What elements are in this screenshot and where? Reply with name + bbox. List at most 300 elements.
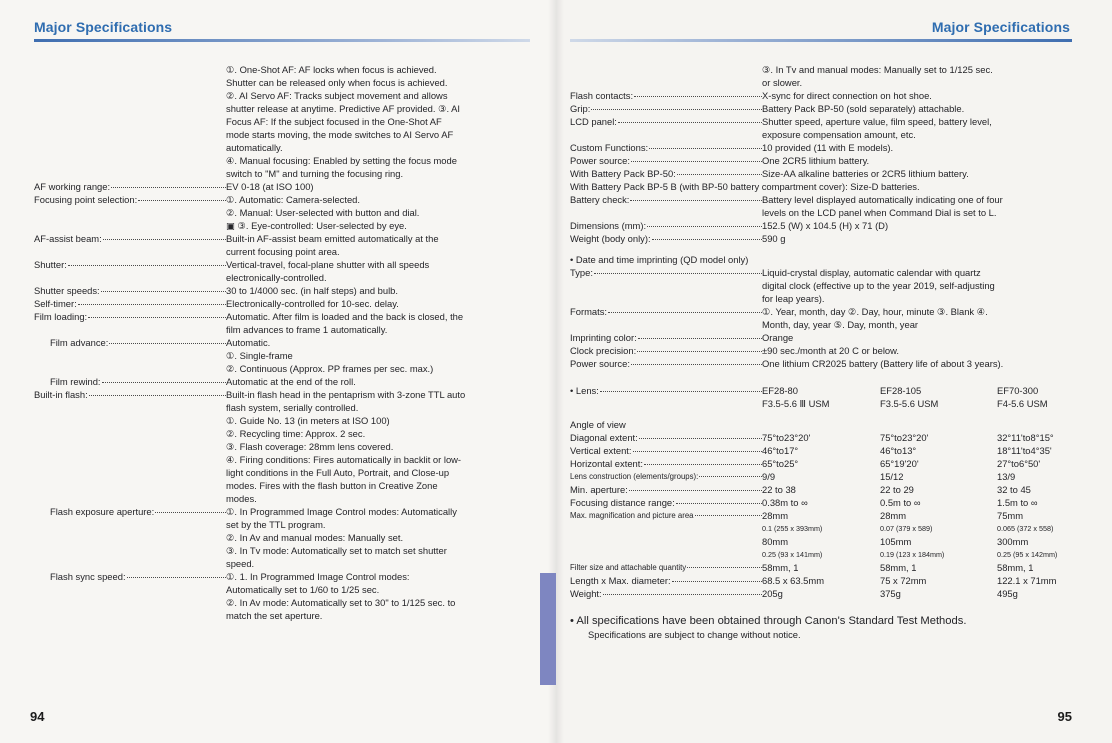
spec-label-text: Weight (body only): <box>570 233 651 244</box>
lens-value-cell <box>762 470 880 483</box>
lens-row-label-text: Focusing distance range: <box>570 497 675 508</box>
spec-row <box>570 344 1072 357</box>
spec-value <box>762 167 1072 180</box>
spec-row <box>34 193 530 232</box>
spec-value <box>226 336 530 375</box>
lens-value-cell <box>880 444 997 457</box>
spec-label <box>570 167 762 180</box>
lens-row-label <box>570 457 762 470</box>
spec-row <box>34 180 530 193</box>
lens-value-cell <box>762 587 880 600</box>
spec-label-text: Type: <box>570 267 593 278</box>
lens-value-line: 300mm <box>997 536 1029 547</box>
lens-row <box>570 496 1072 509</box>
dotted-leader <box>111 187 226 188</box>
lens-row-label-text: Horizontal extent: <box>570 458 643 469</box>
spec-value <box>762 331 1072 344</box>
dotted-leader <box>103 239 226 240</box>
lens-row-label-text: Max. magnification and picture area <box>570 511 694 520</box>
lens-row <box>570 574 1072 587</box>
lens-header-label-text: • Lens: <box>570 385 599 396</box>
lens-value-line: 0.25 (95 x 142mm) <box>997 550 1058 559</box>
lens-spec-table <box>570 384 1072 600</box>
spec-value <box>226 505 530 570</box>
spec-value <box>226 284 530 297</box>
lens-value-cell <box>997 561 1072 574</box>
lens-value-cell <box>997 457 1072 470</box>
dotted-leader <box>637 351 762 352</box>
spec-value <box>762 232 1072 245</box>
spec-row <box>570 89 1072 102</box>
lens-value-cell <box>997 431 1072 444</box>
angle-of-view-heading: Angle of view <box>570 419 626 430</box>
lens-value-line: 495g <box>997 588 1018 599</box>
paragraph-line: mode starts moving, the mode switches to AI Servo AF <box>226 129 454 140</box>
spec-value-line: flash system, serially controlled. <box>226 402 359 413</box>
spec-label-text: AF-assist beam: <box>34 233 102 244</box>
spec-label-text: LCD panel: <box>570 116 617 127</box>
spec-value-line: ①. In Programmed Image Control modes: Automatically <box>226 506 457 517</box>
lens-value-cell <box>997 483 1072 496</box>
thumb-index-tab <box>540 573 556 685</box>
lens-value-cell <box>997 496 1072 509</box>
spec-row <box>570 219 1072 232</box>
dotted-leader <box>629 490 762 491</box>
spec-row <box>570 167 1072 180</box>
spec-value <box>226 388 530 505</box>
lens-model-line: F3.5-5.6 Ⅲ USM <box>762 398 830 409</box>
lens-value-cell <box>880 574 997 587</box>
spec-value <box>762 344 1072 357</box>
spec-row <box>34 375 530 388</box>
spec-row <box>570 154 1072 167</box>
dotted-leader <box>687 567 762 568</box>
paragraph-line: Shutter can be released only when focus is achieved. <box>226 77 448 88</box>
spec-value-line: ②. Manual: User-selected with button and dial. <box>226 207 420 218</box>
lens-value-line: 58mm, 1 <box>762 562 799 573</box>
spec-label-text: Power source: <box>570 358 630 369</box>
right-page <box>556 0 1112 743</box>
spec-label <box>34 284 226 297</box>
spec-label <box>570 357 762 370</box>
lens-value-cell <box>762 483 880 496</box>
dotted-leader <box>155 512 226 513</box>
lens-row <box>570 509 1072 561</box>
spec-label-text: Flash exposure aperture: <box>50 506 155 517</box>
lens-value-cell <box>880 483 997 496</box>
lens-value-line: 65°to25° <box>762 458 799 469</box>
lens-row-label-text: Weight: <box>570 588 602 599</box>
lens-model-cell <box>762 384 880 410</box>
lens-value-line: 15/12 <box>880 471 904 482</box>
spec-value <box>762 89 1072 102</box>
spec-label <box>34 310 226 336</box>
spec-value-line: ①. Single-frame <box>226 350 293 361</box>
lens-value-line: 65°19'20' <box>880 458 919 469</box>
dotted-leader <box>677 174 762 175</box>
lens-value-line: 0.1 (255 x 393mm) <box>762 524 823 533</box>
spec-value-line: Automatic. <box>226 337 271 348</box>
spec-value-line: One lithium CR2025 battery (Battery life of about 3 years). <box>762 358 1004 369</box>
spec-label-text: Film rewind: <box>50 376 101 387</box>
left-top-paragraph-text <box>226 63 530 180</box>
lens-row-label-text: Lens construction (elements/groups): <box>570 472 699 481</box>
right-header-rule <box>570 39 1072 42</box>
spec-label <box>570 266 762 305</box>
spec-label-text: Grip: <box>570 103 591 114</box>
right-top-paragraph <box>570 63 1072 89</box>
lens-value-line: 1.5m to ∞ <box>997 497 1038 508</box>
lens-row <box>570 431 1072 444</box>
lens-value-line: 68.5 x 63.5mm <box>762 575 825 586</box>
spec-label <box>34 258 226 284</box>
lens-value-line: 80mm <box>762 536 789 547</box>
spec-value-line: One 2CR5 lithium battery. <box>762 155 870 166</box>
lens-value-cell <box>762 431 880 444</box>
lens-value-line: 0.07 (379 x 589) <box>880 524 933 533</box>
lens-value-cell <box>762 574 880 587</box>
lens-value-cell <box>880 431 997 444</box>
paragraph-line: ④. Manual focusing: Enabled by setting the focus mode <box>226 155 457 166</box>
spec-value <box>226 232 530 258</box>
spec-value-line: ±90 sec./month at 20 C or below. <box>762 345 899 356</box>
spec-label-text: Clock precision: <box>570 345 637 356</box>
lens-value-line: 9/9 <box>762 471 776 482</box>
spec-value-line: Size-AA alkaline batteries or 2CR5 lithium battery. <box>762 168 969 179</box>
spec-value-line: ①. 1. In Programmed Image Control modes: <box>226 571 410 582</box>
left-page-title: Major Specifications <box>34 19 173 35</box>
spec-value-line: Orange <box>762 332 794 343</box>
left-spec-list <box>34 180 530 622</box>
dotted-leader <box>101 291 226 292</box>
right-top-paragraph-text <box>762 63 1072 89</box>
dotted-leader <box>608 312 762 313</box>
paragraph-line: ①. One-Shot AF: AF locks when focus is achieved. <box>226 64 437 75</box>
lens-value-line: 375g <box>880 588 901 599</box>
dotted-leader <box>603 594 762 595</box>
spec-value <box>226 193 530 232</box>
spec-value-line: speed. <box>226 558 255 569</box>
dotted-leader <box>649 148 762 149</box>
lens-value-cell <box>880 457 997 470</box>
spec-value-line: match the set aperture. <box>226 610 323 621</box>
dotted-leader <box>699 476 762 477</box>
spec-value <box>226 180 530 193</box>
spec-label-text: AF working range: <box>34 181 111 192</box>
footnote-sub: Specifications are subject to change without notice. <box>588 629 801 640</box>
spec-value-line: Automatic at the end of the roll. <box>226 376 356 387</box>
spec-row <box>34 297 530 310</box>
spec-label-text: Dimensions (mm): <box>570 220 647 231</box>
date-imprinting-heading: • Date and time imprinting (QD model only) <box>570 254 749 265</box>
spec-label-text: Film loading: <box>34 311 88 322</box>
spec-value-line: ②. Continuous (Approx. PP frames per sec. max.) <box>226 363 434 374</box>
lens-header-label <box>570 384 762 410</box>
spec-label <box>570 219 762 232</box>
spec-label <box>34 570 226 622</box>
dotted-leader <box>127 577 226 578</box>
spec-label <box>570 305 762 331</box>
left-header-rule <box>34 39 530 42</box>
lens-value-line: 0.065 (372 x 558) <box>997 524 1054 533</box>
dotted-leader <box>695 515 762 516</box>
spec-value-line: modes. Fires with the flash button in Creative Zone <box>226 480 438 491</box>
spec-label-text: Built-in flash: <box>34 389 88 400</box>
spec-value-line: electronically-controlled. <box>226 272 327 283</box>
spec-label <box>34 388 226 505</box>
dotted-leader <box>638 338 762 339</box>
lens-row-label-text: Length x Max. diameter: <box>570 575 671 586</box>
spec-row <box>34 570 530 622</box>
lens-value-line: 46°to17° <box>762 445 799 456</box>
date-spec-list <box>570 266 1072 370</box>
paragraph-line: switch to "M" and turning the focusing ring. <box>226 168 404 179</box>
lens-value-line: 28mm <box>880 510 907 521</box>
lens-row-label <box>570 444 762 457</box>
spec-value-line: levels on the LCD panel when Command Dial is set to L. <box>762 207 997 218</box>
spec-value-line: Vertical-travel, focal-plane shutter with all speeds <box>226 259 430 270</box>
spec-value-line: Battery level displayed automatically indicating one of four <box>762 194 1003 205</box>
lens-value-line: 27°to6°50' <box>997 458 1041 469</box>
spec-value-line: Liquid-crystal display, automatic calendar with quartz <box>762 267 981 278</box>
lens-row <box>570 457 1072 470</box>
lens-row-label-text: Filter size and attachable quantity <box>570 563 687 572</box>
lens-value-line: 58mm, 1 <box>997 562 1034 573</box>
lens-value-line: 32°11'to8°15° <box>997 432 1054 443</box>
lens-value-line: 122.1 x 71mm <box>997 575 1057 586</box>
spec-row <box>34 258 530 284</box>
spec-value-line: 152.5 (W) x 104.5 (H) x 71 (D) <box>762 220 889 231</box>
spec-value-line: ③. In Tv mode: Automatically set to match set shutter <box>226 545 447 556</box>
page-number-right: 95 <box>1057 709 1072 724</box>
lens-row-label <box>570 496 762 509</box>
lens-value-line: 75°to23°20' <box>762 432 811 443</box>
dotted-leader <box>618 122 762 123</box>
lens-row-label-text: Diagonal extent: <box>570 432 638 443</box>
spec-value-line: Automatic. After film is loaded and the back is closed, the <box>226 311 464 322</box>
spec-value-line: X-sync for direct connection on hot shoe. <box>762 90 932 101</box>
lens-value-line: 32 to 45 <box>997 484 1031 495</box>
spec-label <box>570 89 762 102</box>
lens-value-line: 0.19 (123 x 184mm) <box>880 550 945 559</box>
spec-label <box>570 154 762 167</box>
spec-label <box>34 232 226 258</box>
dotted-leader <box>639 438 762 439</box>
spec-value <box>226 375 530 388</box>
spec-label-text: Shutter speeds: <box>34 285 100 296</box>
spec-label <box>570 344 762 357</box>
spec-value <box>762 357 1072 370</box>
right-page-content <box>570 63 1072 641</box>
lens-value-cell <box>880 561 997 574</box>
lens-model-cell <box>880 384 997 410</box>
lens-row-label <box>570 587 762 600</box>
spec-row <box>34 284 530 297</box>
spec-label <box>34 505 226 570</box>
lens-row <box>570 587 1072 600</box>
lens-value-cell <box>880 587 997 600</box>
spec-label <box>34 180 226 193</box>
spec-value <box>226 310 530 336</box>
spec-value-line: for leap years). <box>762 293 825 304</box>
dotted-leader <box>89 395 226 396</box>
dotted-leader <box>631 364 762 365</box>
spec-label <box>570 331 762 344</box>
spec-value <box>226 570 530 622</box>
spec-label <box>34 193 226 232</box>
left-top-paragraph <box>34 63 530 180</box>
paragraph-line: Focus AF: If the subject focused in the One-Shot AF <box>226 116 442 127</box>
footnote: • All specifications have been obtained through Canon's Standard Test Methods. <box>570 615 967 627</box>
dotted-leader <box>644 464 762 465</box>
spec-value-line: ①. Year, month, day ②. Day, hour, minute ③. Blank ④. <box>762 306 988 317</box>
lens-value-cell <box>880 470 997 483</box>
spec-value-line: ①. Automatic: Camera-selected. <box>226 194 360 205</box>
dotted-leader <box>630 200 762 201</box>
lens-model-line: EF28-80 <box>762 385 798 396</box>
spec-row <box>570 266 1072 305</box>
lens-value-line: 205g <box>762 588 783 599</box>
spec-value-line: current focusing point area. <box>226 246 340 257</box>
spec-row <box>570 331 1072 344</box>
lens-row-label-text: Vertical extent: <box>570 445 632 456</box>
right-spec-list <box>570 89 1072 180</box>
spec-value-line: Electronically-controlled for 10-sec. delay. <box>226 298 399 309</box>
dotted-leader <box>594 273 762 274</box>
lens-value-cell <box>997 509 1072 561</box>
spec-label <box>570 193 762 219</box>
dotted-leader <box>102 382 226 383</box>
lens-row-label <box>570 431 762 444</box>
lens-value-cell <box>762 457 880 470</box>
lens-value-line: 105mm <box>880 536 912 547</box>
spec-row <box>570 357 1072 370</box>
lens-value-cell <box>762 561 880 574</box>
lens-value-line: 0.5m to ∞ <box>880 497 921 508</box>
lens-value-line: 22 to 38 <box>762 484 796 495</box>
spec-value-line: Built-in flash head in the pentaprism with 3-zone TTL auto <box>226 389 466 400</box>
spec-label-text: Film advance: <box>50 337 109 348</box>
dotted-leader <box>78 304 226 305</box>
lens-value-cell <box>997 587 1072 600</box>
spec-label-text: Self-timer: <box>34 298 77 309</box>
bp5-line: With Battery Pack BP-5 B (with BP-50 battery compartment cover): Size-D batteries. <box>570 181 920 192</box>
spec-row <box>34 336 530 375</box>
spec-row <box>570 141 1072 154</box>
paragraph-line: ③. In Tv and manual modes: Manually set to 1/125 sec. <box>762 64 993 75</box>
lens-value-line: 58mm, 1 <box>880 562 917 573</box>
spec-row <box>34 310 530 336</box>
spec-value-line: ②. In Av mode: Automatically set to 30" to 1/125 sec. to <box>226 597 456 608</box>
spec-value-line: set by the TTL program. <box>226 519 326 530</box>
dotted-leader <box>647 226 762 227</box>
dotted-leader <box>138 200 226 201</box>
spec-value-line: ②. In Av and manual modes: Manually set. <box>226 532 404 543</box>
spec-row <box>570 102 1072 115</box>
spec-label-text: Power source: <box>570 155 630 166</box>
dotted-leader <box>631 161 762 162</box>
spec-value <box>762 305 1072 331</box>
paragraph-line: or slower. <box>762 77 803 88</box>
lens-value-cell <box>880 509 997 561</box>
spec-value <box>226 297 530 310</box>
paragraph-line: shutter release at anytime. Predictive AF provided. ③. AI <box>226 103 461 114</box>
spec-row <box>570 193 1072 219</box>
paragraph-line: automatically. <box>226 142 283 153</box>
lens-row <box>570 444 1072 457</box>
dotted-leader <box>600 391 762 392</box>
spec-row <box>570 115 1072 141</box>
spec-value-line: 30 to 1/4000 sec. (in half steps) and bulb. <box>226 285 398 296</box>
lens-value-cell <box>997 574 1072 587</box>
spec-value-line: ①. Guide No. 13 (in meters at ISO 100) <box>226 415 390 426</box>
spec-value-line: ③. Flash coverage: 28mm lens covered. <box>226 441 394 452</box>
spec-label-text: Shutter: <box>34 259 67 270</box>
lens-row <box>570 561 1072 574</box>
spec-label <box>570 102 762 115</box>
spec-value <box>762 115 1072 141</box>
spec-value-line: film advances to frame 1 automatically. <box>226 324 388 335</box>
lens-row <box>570 470 1072 483</box>
lens-row-label <box>570 574 762 587</box>
spec-label-text: Focusing point selection: <box>34 194 138 205</box>
spec-label-text: Imprinting color: <box>570 332 637 343</box>
lens-value-line: 0.25 (93 x 141mm) <box>762 550 823 559</box>
spec-row <box>34 232 530 258</box>
spec-value <box>762 154 1072 167</box>
spec-value-line: Built-in AF-assist beam emitted automatically at the <box>226 233 439 244</box>
spec-label <box>34 375 226 388</box>
lens-model-line: F3.5-5.6 USM <box>880 398 939 409</box>
lens-value-line: 22 to 29 <box>880 484 914 495</box>
page-number-left: 94 <box>30 709 45 724</box>
dotted-leader <box>68 265 226 266</box>
spec-label-text: With Battery Pack BP-50: <box>570 168 676 179</box>
spec-value-line: 590 g <box>762 233 786 244</box>
lens-header-row <box>570 384 1072 410</box>
lens-value-line: 75 x 72mm <box>880 575 927 586</box>
lens-row-label-text: Min. aperture: <box>570 484 628 495</box>
lens-value-cell <box>762 444 880 457</box>
spec-value-line: Battery Pack BP-50 (sold separately) attachable. <box>762 103 965 114</box>
lens-value-cell <box>880 496 997 509</box>
spec-label-text: Formats: <box>570 306 607 317</box>
spec-value-line: ④. Firing conditions: Fires automatically in backlit or low- <box>226 454 462 465</box>
dotted-leader <box>676 503 762 504</box>
lens-row-label <box>570 483 762 496</box>
dotted-leader <box>672 581 762 582</box>
spec-value <box>762 266 1072 305</box>
lens-value-line: 0.38m to ∞ <box>762 497 808 508</box>
spec-row <box>34 388 530 505</box>
spec-row <box>570 232 1072 245</box>
lens-model-line: EF70-300 <box>997 385 1039 396</box>
spec-row <box>570 305 1072 331</box>
right-spec-list-b <box>570 193 1072 245</box>
dotted-leader <box>109 343 226 344</box>
spec-row <box>34 505 530 570</box>
spec-value <box>762 102 1072 115</box>
dotted-leader <box>591 109 762 110</box>
spec-label-text: Custom Functions: <box>570 142 649 153</box>
spec-label <box>34 297 226 310</box>
spec-value-line: 10 provided (11 with E models). <box>762 142 894 153</box>
lens-row <box>570 483 1072 496</box>
lens-value-line: 18°11'to4°35' <box>997 445 1052 456</box>
spec-value-line: exposure compensation amount, etc. <box>762 129 916 140</box>
right-page-title: Major Specifications <box>931 19 1070 35</box>
dotted-leader <box>633 451 763 452</box>
